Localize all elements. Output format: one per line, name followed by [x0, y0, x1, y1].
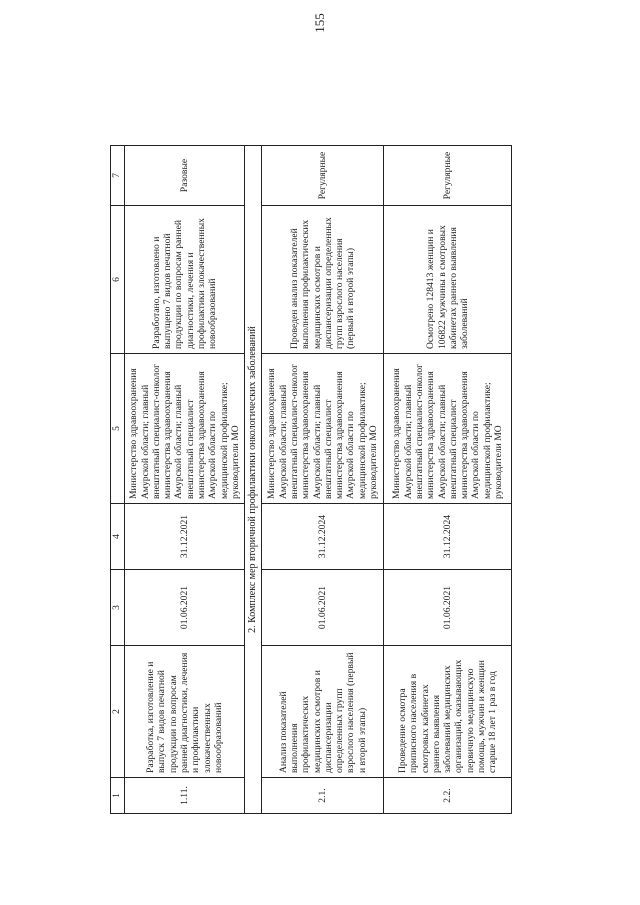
header-col-7: 7: [111, 146, 125, 206]
table-row: [384, 146, 512, 814]
header-col-5: 5: [111, 354, 125, 504]
document-table-wrapper: [110, 146, 506, 814]
section-title: 2. Комплекс мер вторичной профилактики онкологических заболеваний: [245, 146, 262, 814]
row-end-date: 31.12.2021: [125, 504, 245, 570]
row-activity: Проведение осмотра приписного населения в смотровых кабинетах раннего выявления заболеваний медицинских организаций, оказывающих первичную медицинскую помощь, мужчин и женщин старше 18 лет 1 раз в год: [384, 646, 512, 778]
row-result: Осмотрено 128413 женщин и 106822 мужчины в смотровых кабинетах раннего выявления заболеваний: [384, 206, 512, 354]
measures-table: [110, 145, 512, 814]
page-number: 155: [312, 13, 327, 33]
row-end-date: 31.12.2024: [262, 504, 384, 570]
row-result: Проведен анализ показателей выполнения профилактических медицинских осмотров и диспансеризации определенных групп взрослого населения (первый и второй этапы): [262, 206, 384, 354]
table-row: [262, 146, 384, 814]
row-number: 2.1.: [262, 778, 384, 814]
header-col-4: 4: [111, 504, 125, 570]
header-col-2: 2: [111, 646, 125, 778]
row-activity: Анализ показателей выполнения профилактических медицинских осмотров и диспансеризации определенных групп взрослого населения (первый и второй этапы): [262, 646, 384, 778]
document-table-rotated: [110, 146, 506, 814]
table-header-row: [111, 146, 125, 814]
section-row: [245, 146, 262, 814]
row-start-date: 01.06.2021: [262, 570, 384, 646]
row-result: Разработано, изготовлено и выпущено 7 видов печатной продукции по вопросам ранней диагностики, лечения и профилактики злокачественных новообразований: [125, 206, 245, 354]
row-end-date: 31.12.2024: [384, 504, 512, 570]
header-col-1: 1: [111, 778, 125, 814]
row-frequency: Регулярные: [384, 146, 512, 206]
row-activity: Разработка, изготовление и выпуск 7 видов печатной продукции по вопросам ранней диагностики, лечения и профилактики злокачественных новообразований: [125, 646, 245, 778]
row-number: 2.2.: [384, 778, 512, 814]
header-col-3: 3: [111, 570, 125, 646]
row-frequency: Разовые: [125, 146, 245, 206]
row-responsible: Министерство здравоохранения Амурской области; главный внештатный специалист-онколог министерства здравоохранения Амурской области; главный внештатный специалист министерства здравоохранения Амурской области по медицинской профилактике; руководители МО: [262, 354, 384, 504]
row-start-date: 01.06.2021: [125, 570, 245, 646]
table-row: [125, 146, 245, 814]
row-number: 1.11.: [125, 778, 245, 814]
row-responsible: Министерство здравоохранения Амурской области; главный внештатный специалист-онколог министерства здравоохранения Амурской области; главный внештатный специалист министерства здравоохранения Амурской области по медицинской профилактике; руководители МО: [125, 354, 245, 504]
row-start-date: 01.06.2021: [384, 570, 512, 646]
row-frequency: Регулярные: [262, 146, 384, 206]
row-responsible: Министерство здравоохранения Амурской области; главный внештатный специалист-онколог министерства здравоохранения Амурской области; главный внештатный специалист министерства здравоохранения Амурской области по медицинской профилактике; руководители МО: [384, 354, 512, 504]
header-col-6: 6: [111, 206, 125, 354]
